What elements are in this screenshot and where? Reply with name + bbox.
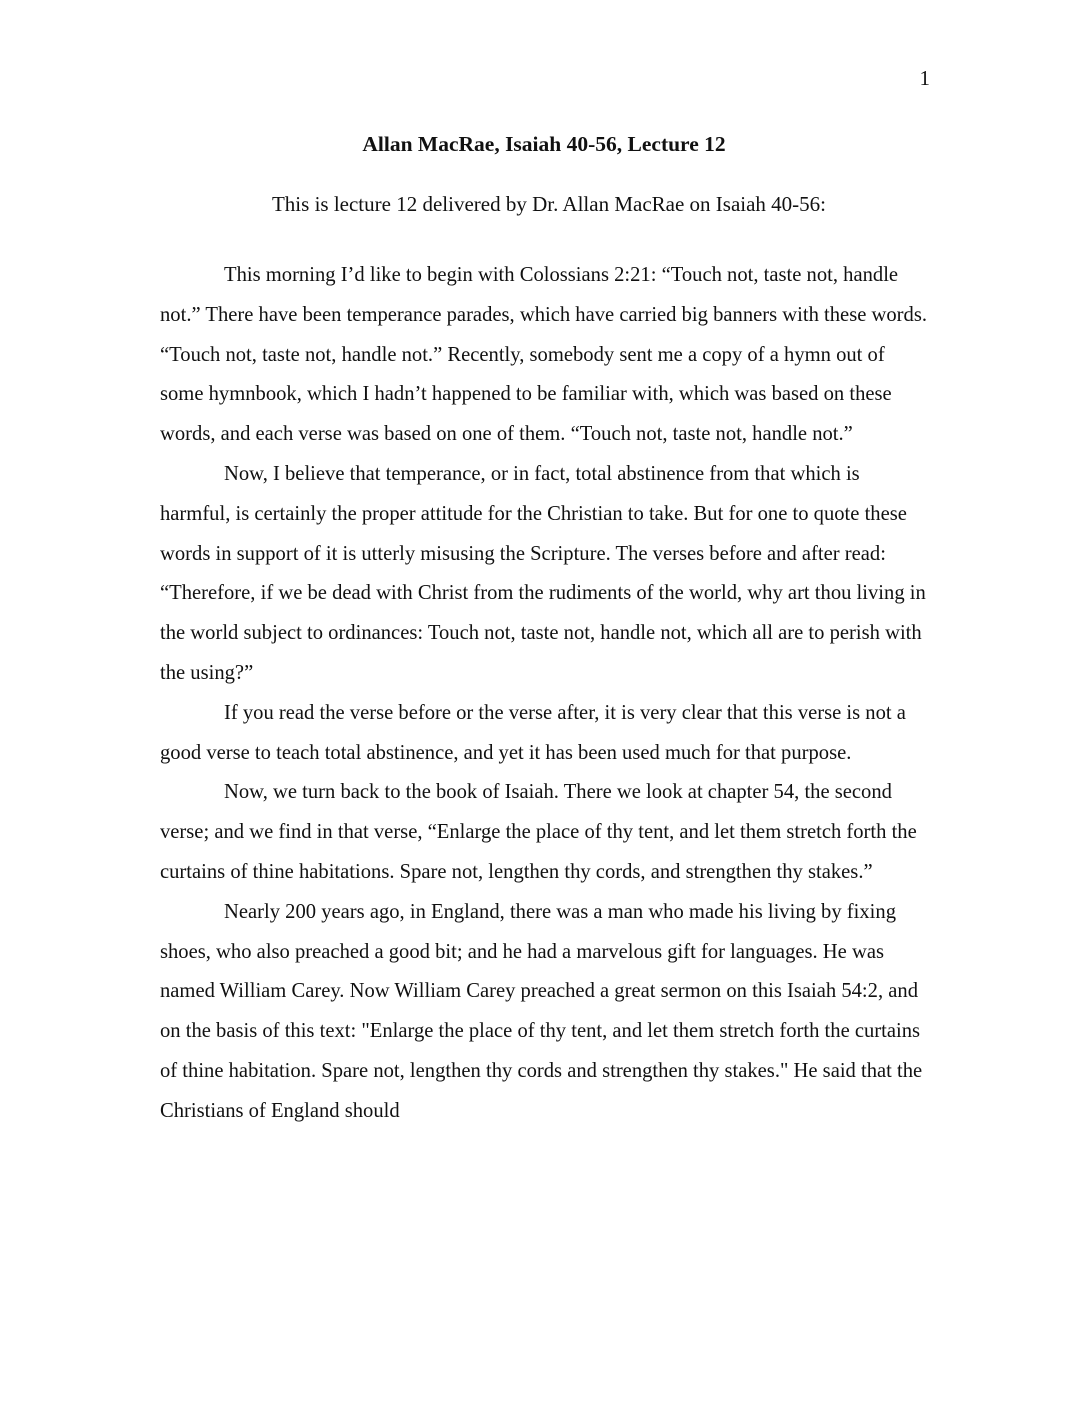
paragraph: If you read the verse before or the verse after, it is very clear that this verse is not a good verse to teach total abstinence, and yet it has been used much for that purpose.	[160, 701, 906, 764]
body-text	[160, 256, 932, 1132]
paragraph: This morning I’d like to begin with Colossians 2:21: “Touch not, taste not, handle not.” There have been temperance parades, which have carried big banners with these words. “Touch not, taste not, handle not.” Recently, somebody sent me a copy of a hymn out of some hymnbook, which I hadn’t happened to be familiar with, which was based on these words, and each verse was based on one of them. “Touch not, taste not, handle not.”	[160, 264, 927, 446]
paragraph: Nearly 200 years ago, in England, there was a man who made his living by fixing shoes, who also preached a good bit; and he had a marvelous gift for languages. He was named William Carey. Now William Carey preached a great sermon on this Isaiah 54:2, and on the basis of this text: "Enlarge the place of thy tent, and let them stretch forth the curtains of thine habitation. Spare not, lengthen thy cords and strengthen thy stakes." He said that the Christians of England should	[160, 900, 923, 1122]
page-number: 1	[919, 66, 930, 90]
document-title: Allan MacRae, Isaiah 40-56, Lecture 12	[362, 132, 726, 156]
paragraph: Now, we turn back to the book of Isaiah. There we look at chapter 54, the second verse; and we find in that verse, “Enlarge the place of thy tent, and let them stretch forth the curtains of thine habitations. Spare not, lengthen thy cords, and strengthen thy stakes.”	[160, 781, 917, 883]
document-subtitle: This is lecture 12 delivered by Dr. Allan MacRae on Isaiah 40-56:	[271, 192, 827, 216]
paragraph: Now, I believe that temperance, or in fact, total abstinence from that which is harmful, is certainly the proper attitude for the Christian to take. But for one to quote these words in support of it is utterly misusing the Scripture. The verses before and after read: “Therefore, if we be dead with Christ from the rudiments of the world, why art thou living in the world subject to ordinances: Touch not, taste not, handle not, which all are to perish with the using?”	[160, 462, 926, 684]
